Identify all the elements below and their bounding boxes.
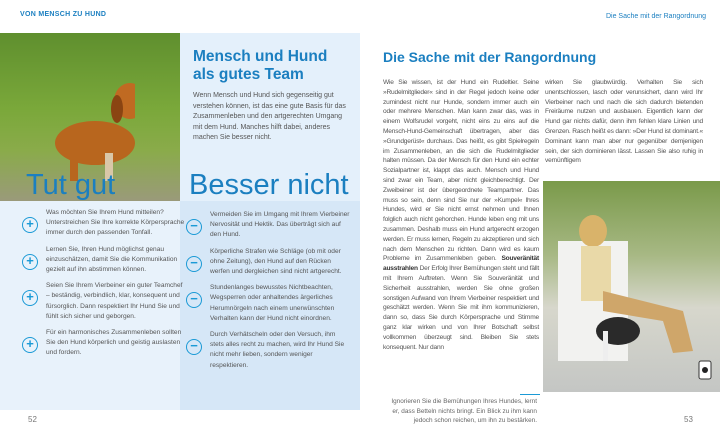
item-text: Vermeiden Sie im Umgang mit Ihrem Vierbeiner Nervosität und Hektik. Das überträgt sich auf den Hund. (210, 211, 350, 239)
page-number-right: 53 (684, 415, 693, 424)
good-list (22, 208, 197, 365)
running-head-right: Die Sache mit der Rangordnung (605, 13, 706, 20)
minus-icon: − (186, 219, 202, 235)
minus-icon: − (186, 256, 202, 272)
plus-icon: + (22, 290, 38, 306)
box-intro: Wenn Mensch und Hund sich gegenseitig gut verstehen können, ist das eine gute Basis für das Zusammenleben und den artgerechten Umgang mit dem Hund. Manches hilft dabei, anderes machen Sie besser nicht. (193, 92, 346, 141)
subheading: Souveränität ausstrahlen (383, 255, 539, 273)
item-text: Lernen Sie, Ihren Hund möglichst genau einzuschätzen, damit Sie die Kommunikation gezielt auf ihn abstimmen können. (46, 245, 178, 274)
article-title: Die Sache mit der Rangordnung (383, 49, 597, 65)
list-item (22, 208, 197, 239)
bad-list (186, 210, 361, 377)
running-head-left: VON MENSCH ZU HUND (20, 11, 107, 18)
page-number-left: 52 (28, 415, 37, 424)
paragraph: Wie Sie wissen, ist der Hund ein Rudeltier. Seine »Rudelmitglieder« sind in der Regel jedoch keine oder zumindest nicht nur Hunde, sondern immer auch ein oder mehrere Menschen. Man kann zwar das, was in einem Wolfsrudel vorgeht, nicht eins zu eins auf die Mensch-Hund-Gemeinschaft übertragen, aber das »Grundgerüst« durchaus. Das heißt, es gibt Spielregeln im Zusammenleben, an die sich die Rudelmitglieder halten müssen. Da der Mensch für den Hund ein echter Sozialpartner ist, klappt das auch. Mensch und Hund sind zwar ein Team, aber nicht gleichberechtigt. Der Zweibeiner ist der übergeordnete Teampartner. Das muss so sein, denn sind Sie nur der »Kumpel« Ihres Hundes, wird er Sie nicht ernst nehmen und Ihnen folglich auch nicht gehorchen. Hunde leben eng mit uns zusammen. Deshalb muss ein Hund artgerecht erzogen werden. Er muss lernen, Regeln zu akzeptieren und sich nach dem Menschen zu richten. Dann wird es kaum Probleme im Zusammenleben geben. (383, 79, 539, 263)
article-column-1 (383, 78, 539, 352)
list-item (186, 330, 361, 371)
box-title: Mensch und Hund als gutes Team (193, 48, 328, 83)
photo-caption: Ignorieren Sie die Bemühungen Ihres Hundes, lernt er, dass Betteln nichts bringt. Ein Blick zu ihm kann jedoch schon reichen, um ihn zu bestärken. (391, 398, 537, 424)
item-text: Seien Sie Ihrem Vierbeiner ein guter Teamchef – beständig, verbindlich, klar, konsequent und fürsorglich. Dann respektiert Ihr Hund Sie und fühlt sich sicher und geborgen. (46, 282, 183, 320)
list-item (22, 281, 197, 322)
paragraph: Der Erfolg Ihrer Bemühungen steht und fällt mit Ihrem Auftreten. Wenn Sie Souveränität und Sicherheit ausstrahlen, werden Sie ohne großen sonstigen Aufwand von Ihrem Vierbeiner respektiert und geschätzt werden. Wenn Sie mit ihm kommunizieren, dann so, dass Sie durch Körpersprache und Stimme ganz klar wirken und von Ihrer Botschaft selbst vollkommen überzeugt sind. Bleiben Sie stets konsequent. Nur dann (383, 265, 539, 351)
list-item (22, 328, 197, 359)
plus-icon: + (22, 254, 38, 270)
item-text: Stundenlanges bewusstes Nichtbeachten, Wegsperren oder anhaltendes ärgerliches Herumnörgeln nach einem unerwünschten Verhalten kann der Hund nicht einordnen. (210, 284, 335, 322)
woman-dog-photo (543, 181, 720, 392)
item-text: Körperliche Strafen wie Schläge (ob mit oder ohne Zeitung), den Hund auf den Rücken werfen und dergleichen sind nicht artgerecht. (210, 247, 342, 276)
article-column-2: wirken Sie glaubwürdig. Verhalten Sie sich unentschlossen, lasch oder verunsichert, dann wird Ihr Vierbeiner nach und nach die sich dadurch bietenden Freiräume nutzen und ausbauen. Eigentlich kann der Hund gar nichts dafür, denn ihm fehlen klare Linien und Grenzen. Rasch heißt es dann: »Der Hund ist dominant.« Dominant kann man aber nur gegenüber demjenigen sein, der sich dominieren lässt. Lassen Sie also ruhig in vernünftigem (545, 79, 703, 165)
item-text: Was möchten Sie Ihrem Hund mitteilen? Unterstreichen Sie Ihre korrekte Körpersprache immer durch den passenden Tonfall. (46, 209, 185, 237)
item-text: Für ein harmonisches Zusammenleben sollten Sie den Hund körperlich und geistig auslasten und fordern. (46, 329, 182, 357)
list-item (186, 210, 361, 241)
list-item (186, 247, 361, 278)
dog-illustration (35, 73, 135, 183)
list-item (186, 283, 361, 324)
good-heading: Tut gut (26, 169, 116, 201)
plus-icon: + (22, 337, 38, 353)
plus-icon: + (22, 217, 38, 233)
photo-illustration (543, 181, 720, 392)
bad-heading: Besser nicht (189, 169, 349, 201)
minus-icon: − (186, 339, 202, 355)
caption-rule (520, 394, 540, 395)
list-item (22, 245, 197, 276)
item-text: Durch Verhätscheln oder den Versuch, ihm stets alles recht zu machen, wird Ihr Hund Sie nicht mehr lieben, sondern weniger respektieren. (210, 331, 345, 369)
minus-icon: − (186, 292, 202, 308)
